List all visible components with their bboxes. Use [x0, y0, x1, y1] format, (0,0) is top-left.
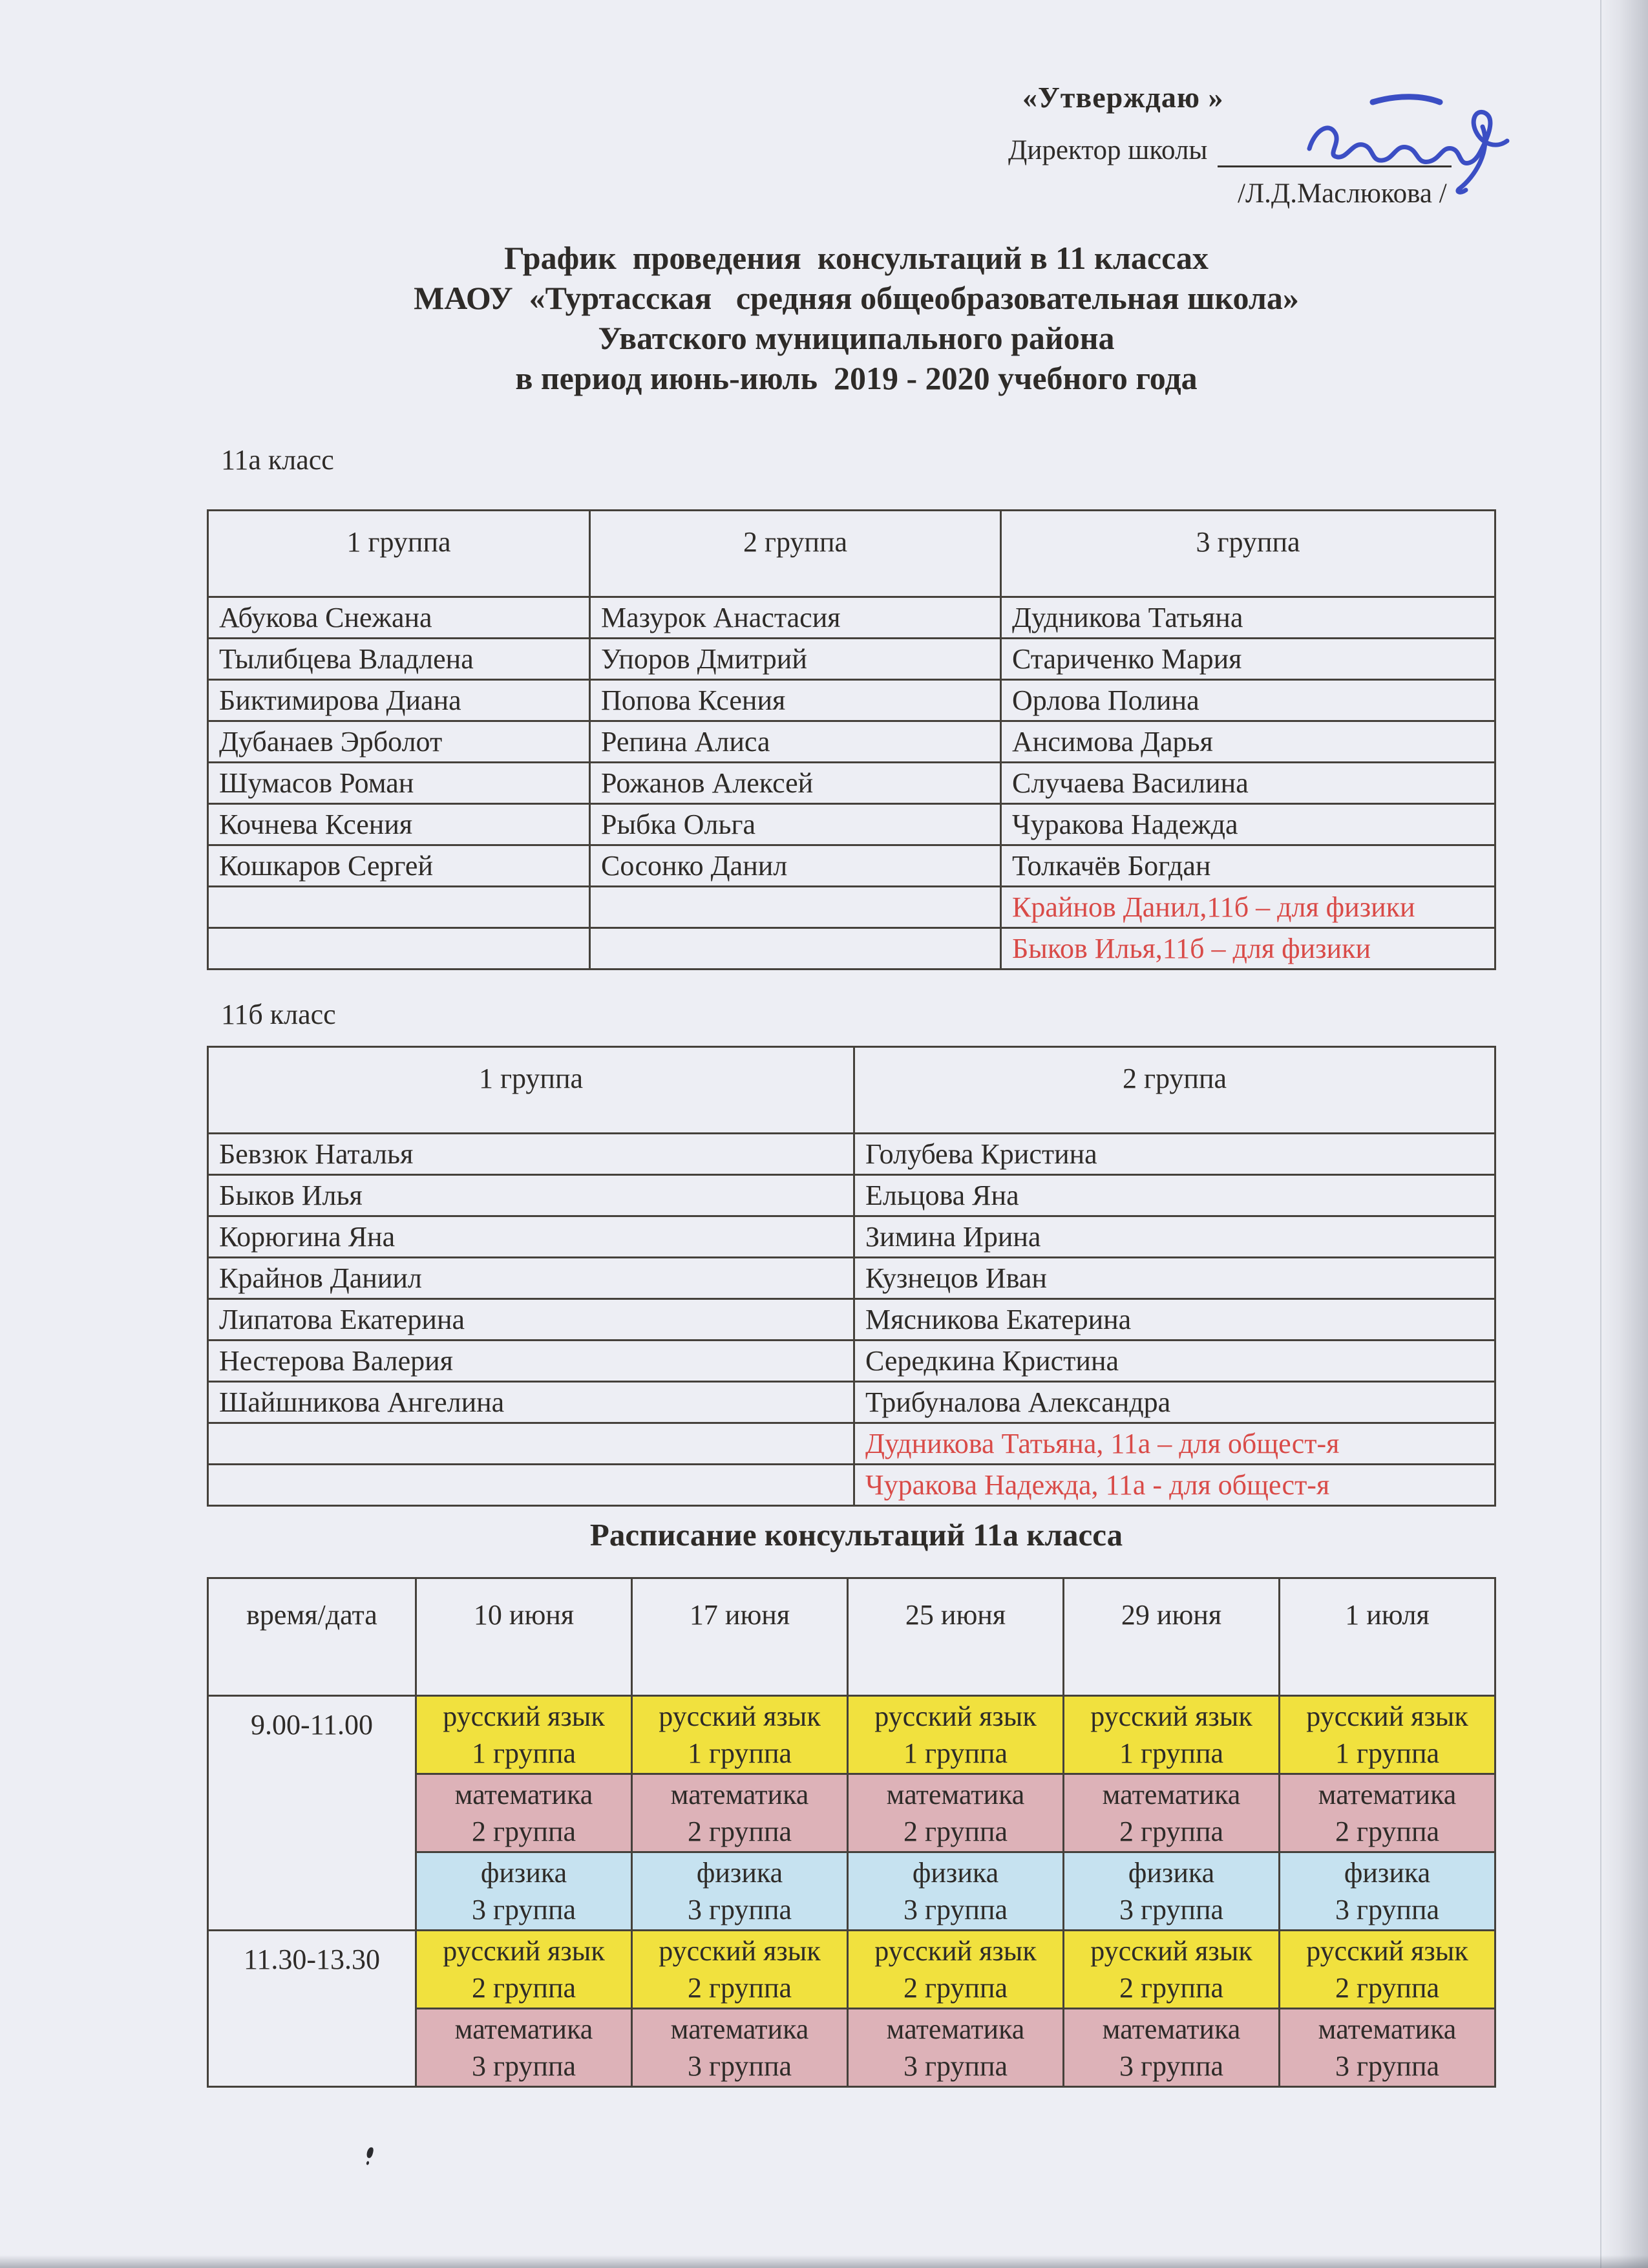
schedule-slot	[632, 1931, 848, 2009]
table-row	[208, 639, 1495, 680]
student-cell: Рыбка Ольга	[590, 804, 1001, 845]
student-cell: Кочнева Ксения	[208, 804, 590, 845]
slot-subject: русский язык	[874, 1701, 1037, 1732]
scanner-edge-right	[1600, 0, 1648, 2268]
student-cell	[208, 928, 590, 970]
student-cell	[590, 887, 1001, 928]
schedule-slot	[1064, 1852, 1280, 1931]
slot-group: 3 группа	[687, 1894, 792, 1925]
table-row	[208, 928, 1495, 970]
director-role-label: Директор школы	[1008, 134, 1208, 165]
student-cell: Шумасов Роман	[208, 763, 590, 804]
student-cell: Трибуналова Александра	[854, 1382, 1495, 1423]
student-cell: Зимина Ирина	[854, 1216, 1495, 1258]
director-role-line	[1008, 133, 1551, 168]
slot-subject: русский язык	[443, 1935, 605, 1967]
slot-subject: русский язык	[1090, 1701, 1252, 1732]
slot-subject: русский язык	[1090, 1935, 1252, 1967]
schedule-slot	[848, 1931, 1064, 2009]
slot-group: 1 группа	[1119, 1737, 1224, 1769]
slot-group: 3 группа	[903, 2050, 1008, 2082]
table-row	[208, 1382, 1495, 1423]
schedule-slot	[1064, 1931, 1280, 2009]
slot-subject: математика	[886, 2013, 1025, 2045]
table-row	[208, 1341, 1495, 1382]
slot-group: 3 группа	[1335, 1894, 1440, 1925]
corner-header-cell: время/дата	[208, 1578, 416, 1696]
date-header-cell: 1 июля	[1280, 1578, 1495, 1696]
student-cell	[590, 928, 1001, 970]
schedule-slot	[1280, 1852, 1495, 1931]
student-cell: Липатова Екатерина	[208, 1299, 854, 1341]
approval-stamp: «Утверждаю »	[1022, 81, 1224, 114]
slot-group: 3 группа	[687, 2050, 792, 2082]
student-cell: Толкачёв Богдан	[1001, 845, 1495, 887]
schedule-slot	[848, 1696, 1064, 1774]
slot-subject: русский язык	[659, 1935, 821, 1967]
slot-subject: математика	[1102, 1779, 1241, 1810]
table-row	[208, 1465, 1495, 1506]
slot-group: 1 группа	[1335, 1737, 1440, 1769]
slot-subject: русский язык	[659, 1701, 821, 1732]
class-b-label: 11б класс	[221, 999, 336, 1030]
title-line-4: в период июнь-июль 2019 - 2020 учебного года	[515, 360, 1198, 396]
slot-subject: математика	[1318, 2013, 1457, 2045]
student-cell: Случаева Василина	[1001, 763, 1495, 804]
slot-subject: физика	[1344, 1857, 1431, 1889]
title-line-1: График проведения консультаций в 11 классах	[504, 240, 1209, 276]
schedule-slot	[632, 1696, 848, 1774]
director-name: /Л.Д.Маслюкова /	[1238, 178, 1447, 209]
slot-subject: русский язык	[1306, 1935, 1468, 1967]
schedule-slot	[1280, 1931, 1495, 2009]
schedule-slot	[416, 1931, 632, 2009]
schedule-slot	[416, 1852, 632, 1931]
time-cell: 9.00-11.00	[208, 1696, 416, 1931]
student-cell: Нестерова Валерия	[208, 1341, 854, 1382]
student-cell-note: Крайнов Данил,11б – для физики	[1001, 887, 1495, 928]
table-row	[208, 1258, 1495, 1299]
slot-group: 2 группа	[471, 1816, 576, 1847]
slot-subject: русский язык	[874, 1935, 1037, 1967]
student-cell: Биктимирова Диана	[208, 680, 590, 721]
date-header-cell: 17 июня	[632, 1578, 848, 1696]
table-row	[208, 1299, 1495, 1341]
table-row	[208, 680, 1495, 721]
time-cell: 11.30-13.30	[208, 1931, 416, 2087]
table-row	[208, 1047, 1495, 1134]
table-row	[208, 1578, 1495, 1696]
student-cell: Дубанаев Эрболот	[208, 721, 590, 763]
schedule-slot	[848, 1774, 1064, 1852]
date-header-cell: 25 июня	[848, 1578, 1064, 1696]
table-row	[208, 1175, 1495, 1216]
document-title	[65, 238, 1648, 398]
slot-subject: математика	[670, 1779, 809, 1810]
slot-group: 1 группа	[471, 1737, 576, 1769]
schedule-slot	[416, 1774, 632, 1852]
student-cell: Чуракова Надежда	[1001, 804, 1495, 845]
slot-subject: математика	[1318, 1779, 1457, 1810]
class-a-label: 11а класс	[221, 444, 334, 476]
schedule-heading: Расписание консультаций 11а класса	[589, 1517, 1123, 1553]
slot-subject: математика	[454, 2013, 593, 2045]
approval-block	[1008, 79, 1551, 211]
schedule-slot	[632, 1774, 848, 1852]
slot-group: 2 группа	[687, 1972, 792, 2004]
slot-group: 2 группа	[1335, 1972, 1440, 2004]
slot-subject: математика	[886, 1779, 1025, 1810]
slot-subject: математика	[670, 2013, 809, 2045]
student-cell: Шайшникова Ангелина	[208, 1382, 854, 1423]
schedule-slot	[1280, 1696, 1495, 1774]
student-cell-note: Быков Илья,11б – для физики	[1001, 928, 1495, 970]
signature-underline	[1218, 136, 1452, 167]
slot-subject: физика	[1128, 1857, 1215, 1889]
student-cell: Ельцова Яна	[854, 1175, 1495, 1216]
slot-group: 3 группа	[1119, 1894, 1224, 1925]
table-row	[208, 804, 1495, 845]
student-cell: Тылибцева Владлена	[208, 639, 590, 680]
student-cell: Попова Ксения	[590, 680, 1001, 721]
slot-subject: русский язык	[443, 1701, 605, 1732]
slot-group: 2 группа	[687, 1816, 792, 1847]
student-cell: Голубева Кристина	[854, 1134, 1495, 1175]
slot-subject: русский язык	[1306, 1701, 1468, 1732]
schedule-slot	[1280, 1774, 1495, 1852]
slot-group: 2 группа	[903, 1816, 1008, 1847]
schedule-slot	[848, 1852, 1064, 1931]
group-header-cell: 1 группа	[208, 1047, 854, 1134]
schedule-slot	[1064, 2009, 1280, 2087]
student-cell-note: Дудникова Татьяна, 11а – для общест-я	[854, 1423, 1495, 1465]
slot-group: 2 группа	[1335, 1816, 1440, 1847]
schedule-slot	[632, 2009, 848, 2087]
slot-group: 2 группа	[1119, 1816, 1224, 1847]
group-header-cell: 2 группа	[590, 511, 1001, 597]
title-line-3: Уватского муниципального района	[598, 320, 1115, 356]
table-row	[208, 1423, 1495, 1465]
student-cell: Быков Илья	[208, 1175, 854, 1216]
student-cell: Рожанов Алексей	[590, 763, 1001, 804]
date-header-cell: 29 июня	[1064, 1578, 1280, 1696]
schedule-slot	[416, 1696, 632, 1774]
student-cell: Стариченко Мария	[1001, 639, 1495, 680]
student-cell: Мясникова Екатерина	[854, 1299, 1495, 1341]
student-cell: Мазурок Анастасия	[590, 597, 1001, 639]
schedule-slot	[1064, 1696, 1280, 1774]
schedule-table	[207, 1577, 1496, 2088]
student-cell-note: Чуракова Надежда, 11а - для общест-я	[854, 1465, 1495, 1506]
slot-subject: математика	[1102, 2013, 1241, 2045]
slot-group: 3 группа	[1335, 2050, 1440, 2082]
student-cell: Кошкаров Сергей	[208, 845, 590, 887]
slot-group: 3 группа	[471, 1894, 576, 1925]
student-cell: Дудникова Татьяна	[1001, 597, 1495, 639]
table-row	[208, 511, 1495, 597]
group-header-cell: 2 группа	[854, 1047, 1495, 1134]
student-cell: Середкина Кристина	[854, 1341, 1495, 1382]
slot-subject: физика	[696, 1857, 783, 1889]
student-cell: Репина Алиса	[590, 721, 1001, 763]
student-cell: Абукова Снежана	[208, 597, 590, 639]
slot-group: 2 группа	[903, 1972, 1008, 2004]
slot-group: 3 группа	[903, 1894, 1008, 1925]
student-cell: Упоров Дмитрий	[590, 639, 1001, 680]
student-cell	[208, 1423, 854, 1465]
group-header-cell: 1 группа	[208, 511, 590, 597]
student-cell: Бевзюк Наталья	[208, 1134, 854, 1175]
student-cell	[208, 1465, 854, 1506]
student-cell: Сосонко Данил	[590, 845, 1001, 887]
slot-group: 1 группа	[687, 1737, 792, 1769]
table-row	[208, 597, 1495, 639]
schedule-slot	[1280, 2009, 1495, 2087]
table-row	[208, 1931, 1495, 2009]
schedule-slot	[632, 1852, 848, 1931]
student-cell: Орлова Полина	[1001, 680, 1495, 721]
class-a-roster-table	[207, 509, 1496, 970]
ink-speck	[366, 2146, 374, 2159]
table-row	[208, 887, 1495, 928]
student-cell: Кузнецов Иван	[854, 1258, 1495, 1299]
slot-subject: физика	[480, 1857, 567, 1889]
slot-group: 2 группа	[1119, 1972, 1224, 2004]
table-row	[208, 721, 1495, 763]
table-row	[208, 1216, 1495, 1258]
schedule-slot	[1064, 1774, 1280, 1852]
slot-group: 2 группа	[471, 1972, 576, 2004]
group-header-cell: 3 группа	[1001, 511, 1495, 597]
student-cell: Корюгина Яна	[208, 1216, 854, 1258]
student-cell: Крайнов Даниил	[208, 1258, 854, 1299]
table-row	[208, 1696, 1495, 1774]
slot-group: 3 группа	[471, 2050, 576, 2082]
scanner-edge-bottom	[0, 2255, 1648, 2268]
title-line-2: МАОУ «Туртасская средняя общеобразовательная школа»	[414, 280, 1299, 316]
slot-group: 3 группа	[1119, 2050, 1224, 2082]
student-cell: Ансимова Дарья	[1001, 721, 1495, 763]
table-row	[208, 1134, 1495, 1175]
schedule-slot	[848, 2009, 1064, 2087]
slot-subject: математика	[454, 1779, 593, 1810]
schedule-slot	[416, 2009, 632, 2087]
slot-group: 1 группа	[903, 1737, 1008, 1769]
date-header-cell: 10 июня	[416, 1578, 632, 1696]
student-cell	[208, 887, 590, 928]
slot-subject: физика	[912, 1857, 999, 1889]
table-row	[208, 845, 1495, 887]
class-b-roster-table	[207, 1046, 1496, 1507]
table-row	[208, 763, 1495, 804]
